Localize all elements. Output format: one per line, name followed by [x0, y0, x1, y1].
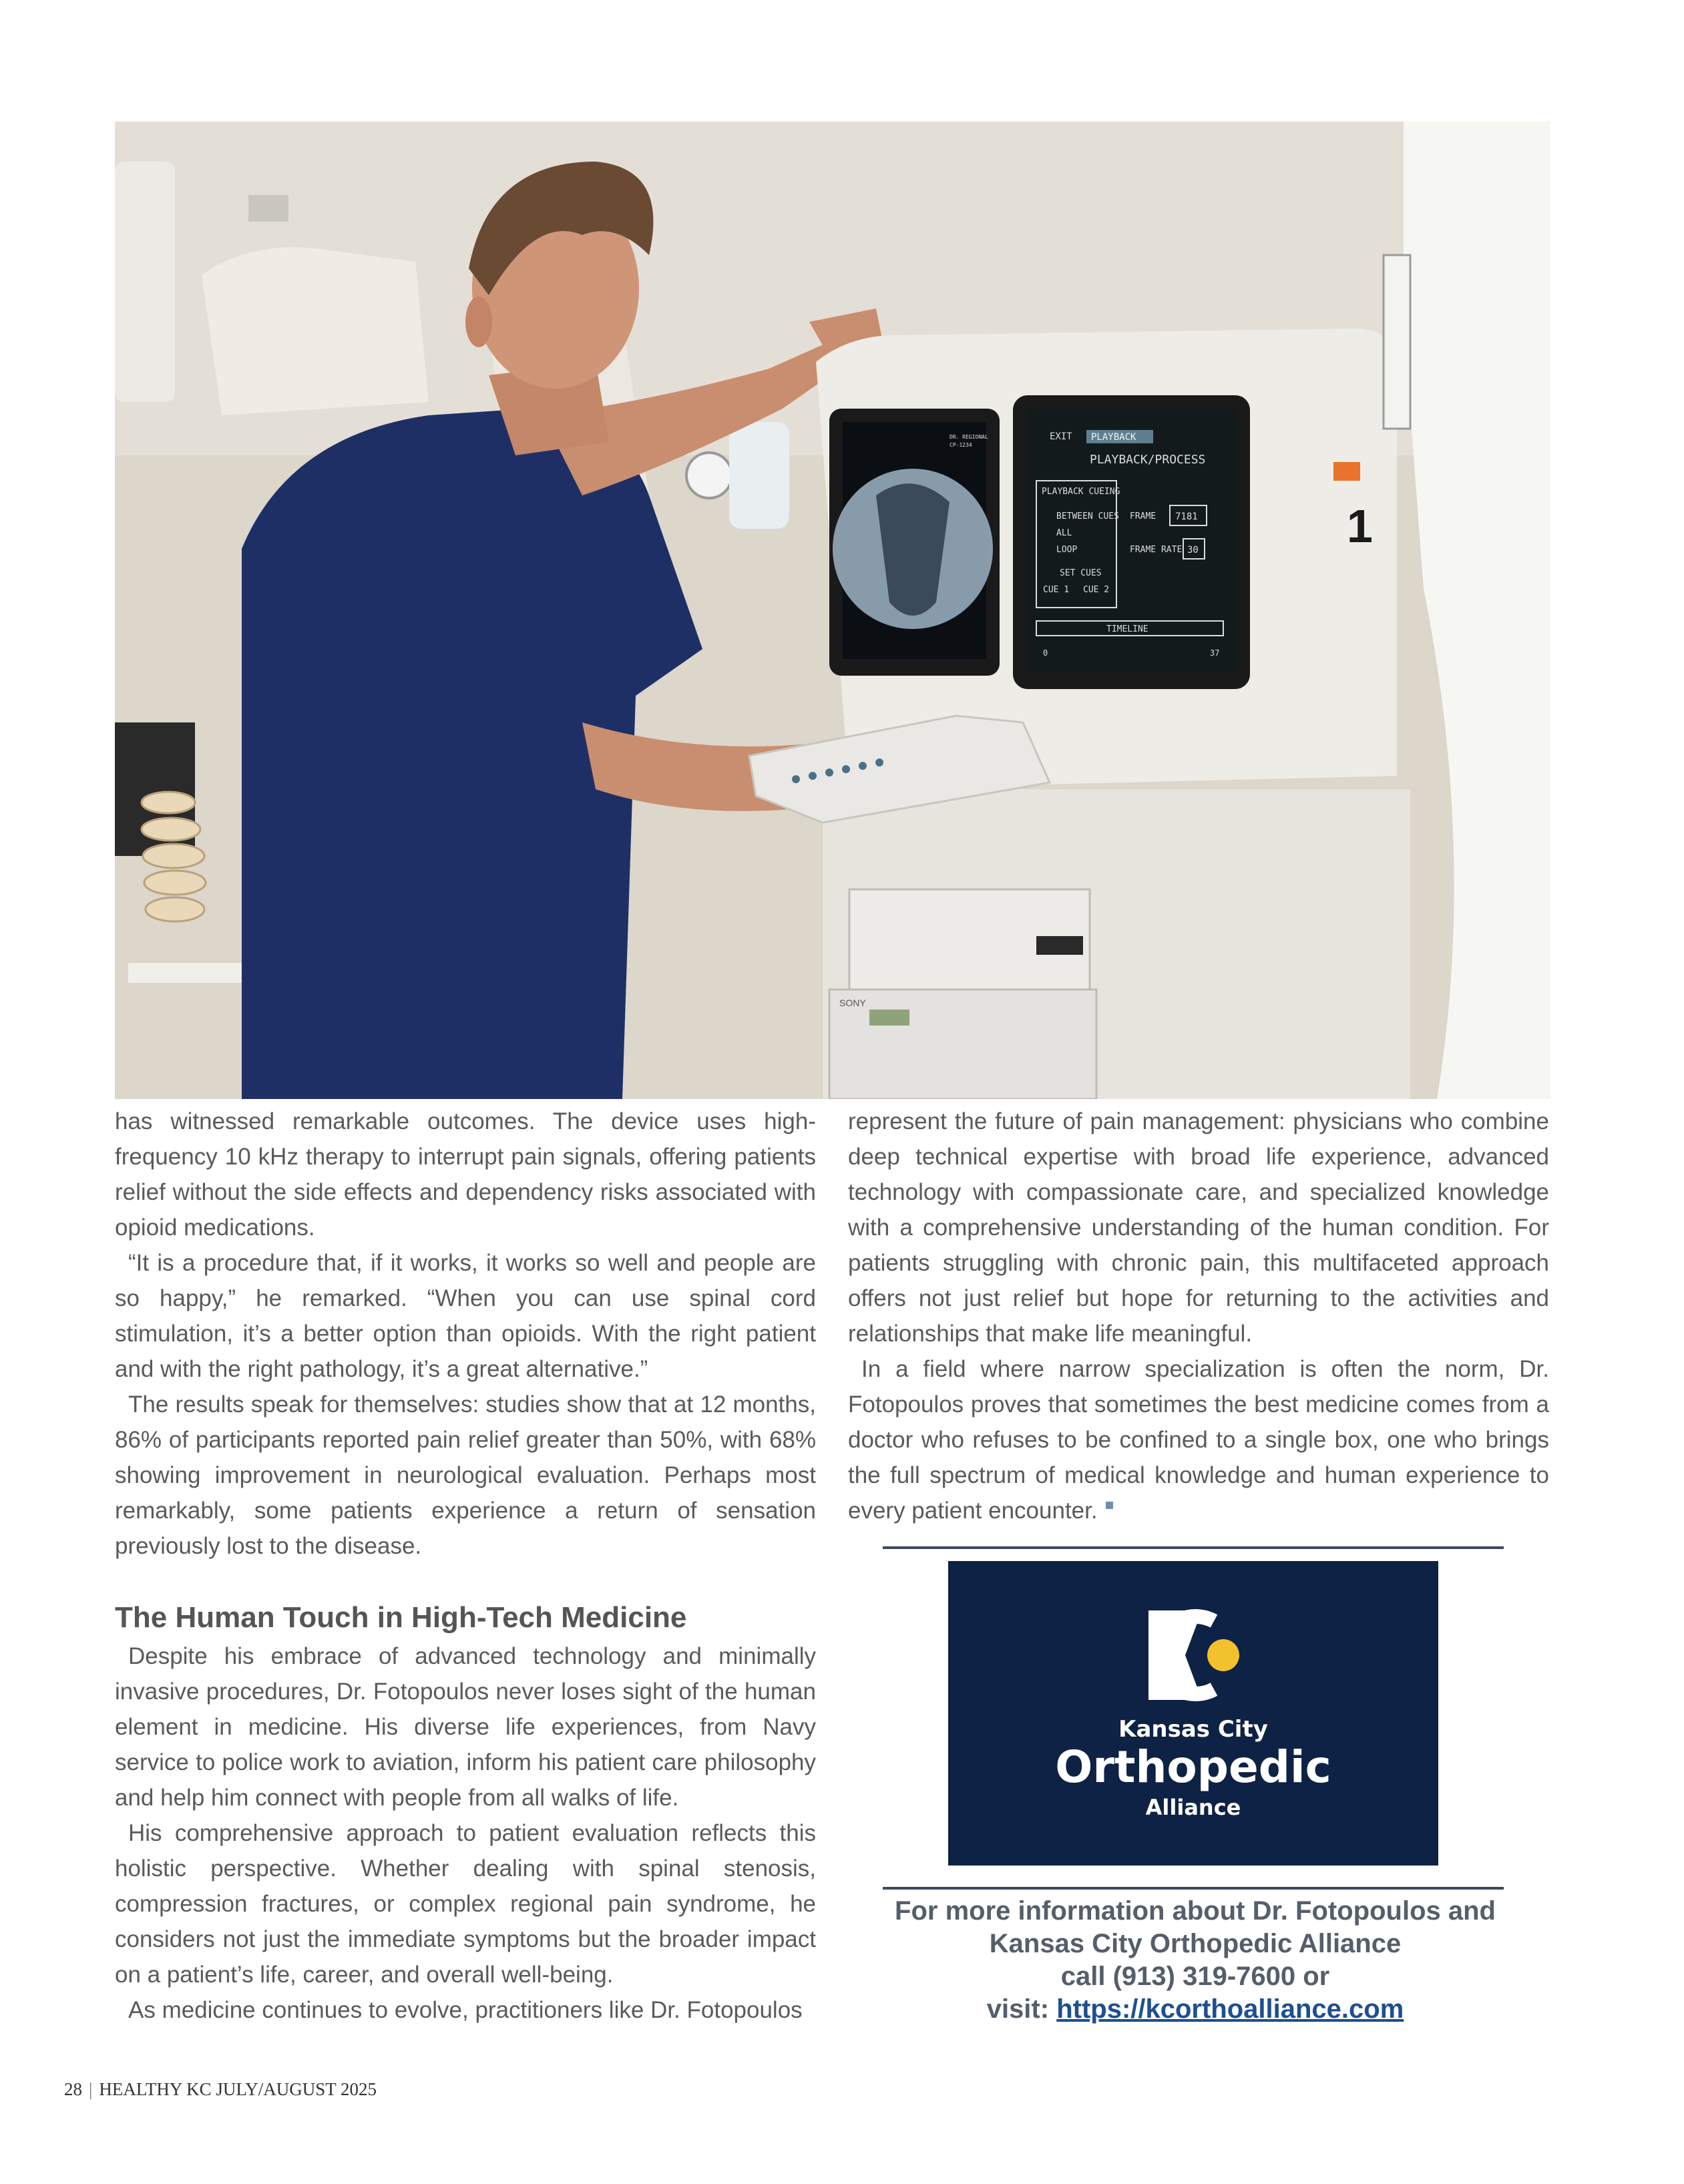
contact-line-3: call (913) 319-7600 or [1060, 1962, 1330, 1991]
monitor-tl-start: 0 [1043, 648, 1048, 658]
body-paragraph: has witnessed remarkable outcomes. The device uses high-frequency 10 kHz therapy to interrupt pain signals, offering patients relief without the side effects and dependency risks associated with opioid medications. [115, 1108, 816, 1241]
monitor-between: BETWEEN CUES [1056, 511, 1119, 521]
unit-number: 1 [1347, 500, 1373, 552]
body-paragraph: Despite his embrace of advanced technology and minimally invasive procedures, Dr. Fotopoulos never loses sight of the human element in medicine. His diverse life experiences, from Navy service to police work to aviation, inform his patient care philosophy and help him connect with people from all walks of life. [115, 1643, 816, 1811]
contact-line-1: For more information about Dr. Fotopoulos and [895, 1896, 1496, 1926]
monitor-all: ALL [1056, 528, 1072, 538]
monitor-title: PLAYBACK/PROCESS [1090, 453, 1206, 467]
monitor-frame-rate: FRAME RATE [1130, 545, 1183, 555]
hero-photo [115, 122, 1550, 1099]
monitor-left-line1: DR. REGIONAL [950, 434, 988, 440]
footer-separator: | [89, 2079, 93, 2099]
monitor-cue2: CUE 2 [1083, 585, 1110, 595]
monitor-exit: EXIT [1050, 431, 1072, 442]
page-footer [64, 2079, 377, 2100]
publication-name: HEALTHY KC JULY/AUGUST 2025 [99, 2079, 377, 2099]
body-paragraph: The results speak for themselves: studies show that at 12 months, 86% of participants reported pain relief greater than 50%, with 68% showing improvement in neurological evaluation. Perhaps most remarkably, some patients experience a return of sensation previously lost to the disease. [115, 1391, 816, 1559]
body-paragraph: “It is a procedure that, if it works, it works so well and people are so happy,” he remarked. “When you can use spinal cord stimulation, it’s a better option than opioids. With the right patient and with the right pathology, it’s a great alternative.” [115, 1250, 816, 1382]
monitor-set-cues: SET CUES [1060, 568, 1102, 578]
kc-orthopedic-logo [948, 1561, 1438, 1866]
final-paragraph-text: In a field where narrow specialization is often the norm, Dr. Fotopoulos proves that sometimes the best medicine comes from a doctor who refuses to be confined to a single box, one who brings the full spectrum of medical knowledge and human experience to every patient encounter. [848, 1356, 1549, 1524]
divider-top [883, 1546, 1504, 1549]
body-paragraph-final [848, 1351, 1549, 1528]
contact-line-2: Kansas City Orthopedic Alliance [989, 1929, 1402, 1958]
monitor-frame: FRAME [1130, 511, 1156, 521]
contact-block [861, 1895, 1529, 2026]
end-mark-icon [1106, 1502, 1113, 1509]
left-column [115, 1104, 816, 2028]
body-paragraph: His comprehensive approach to patient evaluation reflects this holistic perspective. Whether dealing with spinal stenosis, compression fractures, or complex regional pain syndrome, he considers not just the immediate symptoms but the broader impact on a patient’s life, career, and overall well-being. [115, 1820, 816, 1988]
divider-bottom [883, 1887, 1504, 1890]
monitor-cueing: PLAYBACK CUEING [1042, 487, 1120, 497]
right-column [848, 1104, 1549, 1528]
body-paragraph: As medicine continues to evolve, practitioners like Dr. Fotopoulos [128, 1997, 803, 2023]
monitor-tab: PLAYBACK [1091, 432, 1136, 443]
monitor-timeline: TIMELINE [1106, 624, 1148, 634]
visit-label: visit: [986, 1994, 1057, 2024]
recorder-brand: SONY [839, 998, 866, 1008]
monitor-frame-rate-value: 30 [1187, 545, 1199, 556]
logo-line-orthopedic: Orthopedic [1055, 1741, 1331, 1793]
monitor-tl-end: 37 [1210, 648, 1220, 658]
logo-line-alliance: Alliance [1145, 1795, 1241, 1820]
monitor-loop: LOOP [1056, 545, 1078, 555]
page-number: 28 [64, 2079, 82, 2099]
contact-line-4 [861, 1993, 1529, 2026]
monitor-left-line2: CP-1234 [950, 442, 972, 448]
section-subhead: The Human Touch in High-Tech Medicine [115, 1601, 687, 1634]
monitor-frame-value: 7181 [1175, 511, 1198, 522]
website-link[interactable]: https://kcorthoalliance.com [1056, 1994, 1404, 2024]
logo-line-kansas-city: Kansas City [1118, 1716, 1268, 1743]
body-paragraph: represent the future of pain management: physicians who combine deep technical expertise with broad life experience, advanced technology with compassionate care, and specialized knowledge with a comprehensive understanding of the human condition. For patients struggling with chronic pain, this multifaceted approach offers not just relief but hope for returning to the activities and relationships that make life meaningful. [848, 1108, 1549, 1347]
monitor-cue1: CUE 1 [1043, 585, 1070, 595]
